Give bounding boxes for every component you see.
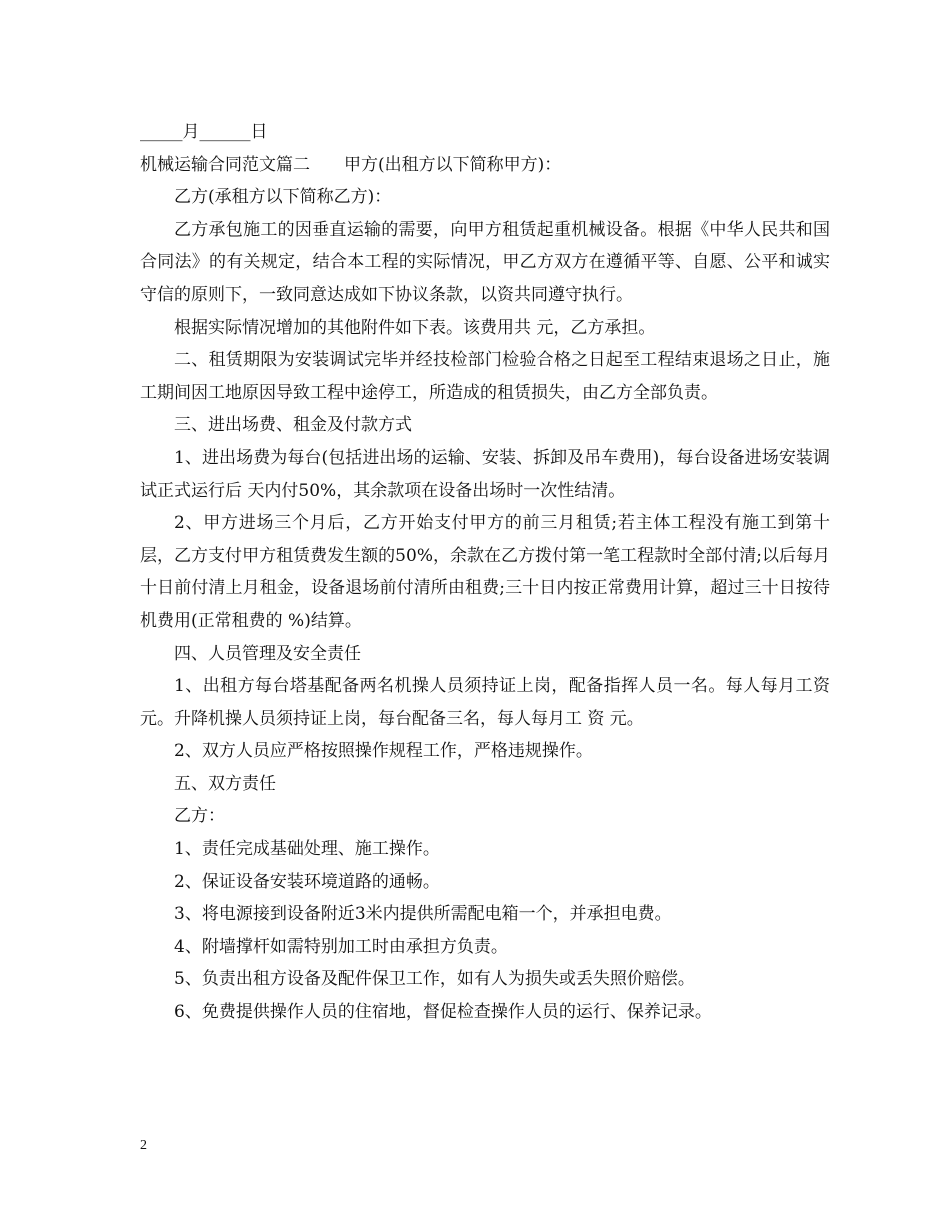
responsibility-item-6: 6、免费提供操作人员的住宿地，督促检查操作人员的运行、保养记录。 [174, 1002, 712, 1023]
responsibility-item-5: 5、负责出租方设备及配件保卫工作，如有人为损失或丢失照价赔偿。 [174, 969, 695, 990]
responsibility-item-2: 2、保证设备安装环境道路的通畅。 [174, 871, 440, 892]
responsibility-item-1: 1、责任完成基础处理、施工操作。 [174, 839, 440, 860]
contract-title-line: 机械运输合同范文篇二 甲方(出租方以下简称甲方)： [140, 154, 562, 175]
date-line: _____月______日 [140, 122, 268, 142]
personnel-clause-1: 1、出租方每台塔基配备两名机操人员须持证上岗，配备指挥人员一名。每人每月工资 元。升降机操人员须持证上岗，每台配备三名，每人每月工 资 元。 [140, 676, 830, 729]
responsibility-item-4: 4、附墙撑杆如需特别加工时由承担方负责。 [174, 936, 508, 957]
personnel-clause-2: 2、双方人员应严格按照操作规程工作，严格违规操作。 [174, 741, 593, 762]
section-heading-personnel: 四、人员管理及安全责任 [174, 643, 361, 664]
lease-term-paragraph: 二、租赁期限为安装调试完毕并经技检部门检验合格之日起至工程结束退场之日止，施工期间因工地原因导致工程中途停工，所造成的租赁损失，由乙方全部负责。 [140, 350, 830, 403]
party-b-heading: 乙方： [174, 806, 225, 827]
document-body [140, 116, 830, 1029]
intro-paragraph: 乙方承包施工的因垂直运输的需要，向甲方租赁起重机械设备。根据《中华人民共和国合同法》的有关规定，结合本工程的实际情况，甲乙方双方在遵循平等、自愿、公平和诚实守信的原则下，一致同意达成如下协议条款，以资共同遵守执行。 [140, 219, 830, 305]
fees-clause-1: 1、进出场费为每台(包括进出场的运输、安装、拆卸及吊车费用)，每台设备进场安装调试正式运行后 天内付50%，其余款项在设备出场时一次性结清。 [140, 447, 830, 501]
section-heading-responsibilities: 五、双方责任 [174, 773, 276, 794]
section-heading-fees: 三、进出场费、租金及付款方式 [174, 415, 412, 436]
party-b-line: 乙方(承租方以下简称乙方)： [174, 187, 392, 208]
responsibility-item-3: 3、将电源接到设备附近3米内提供所需配电箱一个，并承担电费。 [174, 904, 672, 925]
page-number: 2 [140, 1138, 147, 1153]
fees-clause-2: 2、甲方进场三个月后，乙方开始支付甲方的前三月租赁;若主体工程没有施工到第十层，乙方支付甲方租赁费发生额的50%，余款在乙方拨付第一笔工程款时全部付清;以后每月十日前付清上月租金，设备退场前付清所由租费;三十日内按正常费用计算，超过三十日按待机费用(正常租费的 %)结算。 [140, 513, 830, 631]
attachment-paragraph: 根据实际情况增加的其他附件如下表。该费用共 元，乙方承担。 [174, 317, 656, 338]
